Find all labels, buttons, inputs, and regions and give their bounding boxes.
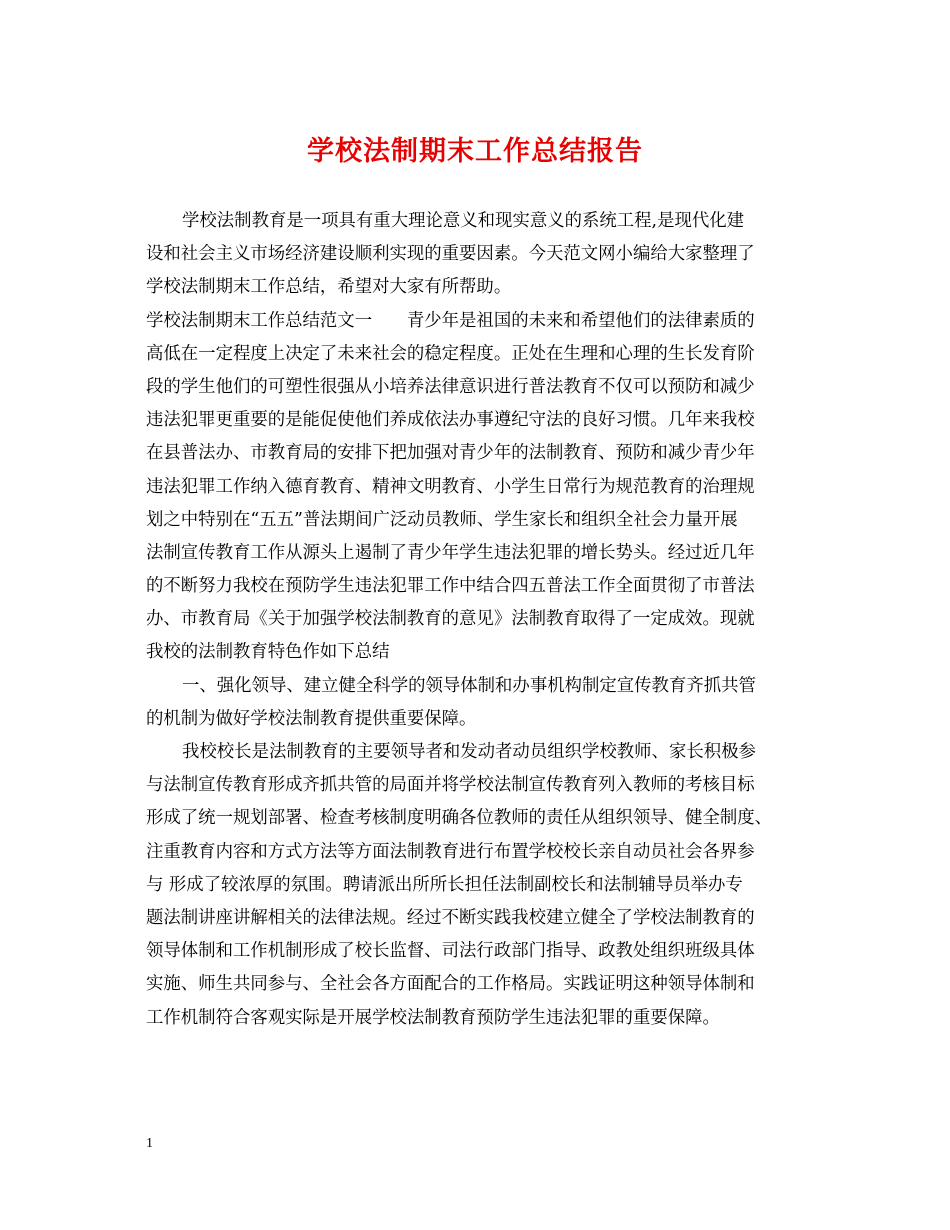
text-line: 与法制宣传教育形成齐抓共管的局面并将学校法制宣传教育列入教师的考核目标 [146, 775, 755, 796]
text-line: 一、强化领导、建立健全科学的领导体制和办事机构制定宣传教育齐抓共管 [182, 675, 756, 696]
text-line: 注重教育内容和方式方法等方面法制教育进行布置学校校长亲自动员社会各界参 [146, 841, 755, 862]
text-line: 形成了统一规划部署、检查考核制度明确各位教师的责任从组织领导、健全制度、 [146, 808, 773, 829]
text-line: 高低在一定程度上决定了未来社会的稳定程度。正处在生理和心理的生长发育阶 [146, 343, 755, 364]
text-line: 违法犯罪更重要的是能促使他们养成依法办事遵纪守法的良好习惯。几年来我校 [146, 410, 755, 431]
text-line: 违法犯罪工作纳入德育教育、精神文明教育、小学生日常行为规范教育的治理规 [146, 476, 755, 497]
text-line: 设和社会主义市场经济建设顺利实现的重要因素。今天范文网小编给大家整理了 [146, 244, 755, 265]
document-title: 学校法制期末工作总结报告 [307, 136, 643, 167]
text-line: 划之中特别在“五五”普法期间广泛动员教师、学生家长和组织全社会力量开展 [146, 509, 738, 530]
text-line: 段的学生他们的可塑性很强从小培养法律意识进行普法教育不仅可以预防和减少 [146, 376, 755, 397]
page-number: 1 [146, 1136, 153, 1151]
text-line: 学校法制期末工作总结范文一 青少年是祖国的未来和希望他们的法律素质的 [146, 310, 755, 331]
text-line: 在县普法办、市教育局的安排下把加强对青少年的法制教育、预防和减少青少年 [146, 443, 755, 464]
text-line: 题法制讲座讲解相关的法律法规。经过不断实践我校建立健全了学校法制教育的 [146, 907, 755, 928]
text-line: 与 形成了较浓厚的氛围。聘请派出所所长担任法制副校长和法制辅导员举办专 [146, 874, 743, 895]
text-line: 领导体制和工作机制形成了校长监督、司法行政部门指导、政教处组织班级具体 [146, 941, 755, 962]
text-line: 我校校长是法制教育的主要领导者和发动者动员组织学校教师、家长积极参 [182, 742, 756, 762]
text-line: 的机制为做好学校法制教育提供重要保障。 [146, 708, 477, 729]
document-body [146, 205, 816, 1035]
text-line: 工作机制符合客观实际是开展学校法制教育预防学生违法犯罪的重要保障。 [146, 1007, 720, 1028]
text-line: 学校法制教育是一项具有重大理论意义和现实意义的系统工程,是现代化建 [182, 211, 745, 231]
text-line: 学校法制期末工作总结，希望对大家有所帮助。 [146, 277, 512, 298]
text-line: 办、市教育局《关于加强学校法制教育的意见》法制教育取得了一定成效。现就 [146, 609, 755, 630]
text-line: 我校的法制教育特色作如下总结 [146, 642, 390, 663]
text-line: 的不断努力我校在预防学生违法犯罪工作中结合四五普法工作全面贯彻了市普法 [146, 576, 755, 597]
text-line: 法制宣传教育工作从源头上遏制了青少年学生违法犯罪的增长势头。经过近几年 [146, 542, 755, 563]
text-line: 实施、师生共同参与、全社会各方面配合的工作格局。实践证明这种领导体制和 [146, 974, 755, 995]
